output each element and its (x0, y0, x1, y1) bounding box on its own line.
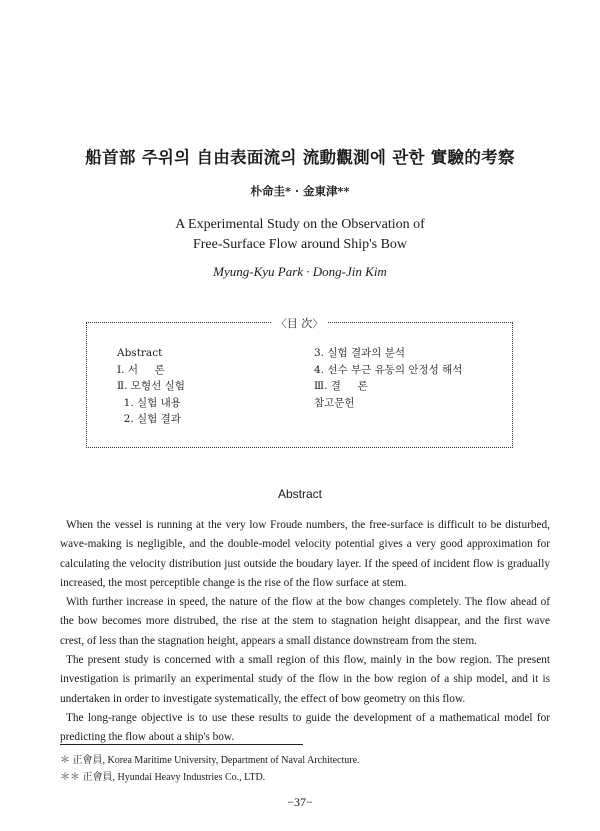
toc-heading: 〈目 次〉 (272, 317, 328, 330)
toc-item: 4. 선수 부근 유동의 안정성 해석 (314, 363, 463, 376)
toc-item: 1. 실험 내용 (117, 396, 181, 409)
abstract-heading: Abstract (277, 487, 322, 501)
toc-left-column (117, 345, 185, 428)
abstract-paragraph: The long-range objective is to use these results to guide the development of a mathematical model for predicting the flow about a ship's bow. (60, 711, 550, 744)
english-authors: Myung-Kyu Park · Dong-Jin Kim (213, 264, 387, 279)
abstract-body (60, 516, 550, 748)
toc-item: 2. 실험 결과 (117, 413, 181, 425)
toc-item: Ⅱ. 모형선 실험 (117, 380, 185, 392)
english-title-line-1: A Experimental Study on the Observation of (175, 217, 425, 232)
footnotes (60, 752, 550, 786)
abstract-paragraph: With further increase in speed, the nature of the flow at the bow changes completely. The flow ahead of the bow becomes more distrubed, the rise at the stem to stagnation height disappear, and the first wave crest, of less than the stagnation height, appears a small distance downstream from the stem. (60, 596, 550, 647)
toc-item: 참고문헌 (314, 396, 355, 409)
toc-item: 3. 실험 결과의 분석 (314, 347, 406, 359)
toc-item: Ⅲ. 결 론 (314, 380, 368, 392)
english-title-line-2: Free-Surface Flow around Ship's Bow (192, 237, 408, 252)
table-of-contents (86, 317, 513, 448)
toc-right-column (314, 345, 462, 411)
toc-item: Abstract (117, 347, 163, 359)
abstract-paragraph: When the vessel is running at the very low Froude numbers, the free-surface is difficult to be disturbed, wave-making is negligible, and the double-model velocity potential gives a very good approximation for calculating the velocity distribution just outside the boudary layer. If the speed of incident flow is gradually increased, the most perceptible change is the rise of the flow surface at stem. (60, 519, 550, 589)
toc-item: Ⅰ. 서 론 (117, 363, 165, 376)
footnote: ＊ 正會員, Korea Maritime University, Department of Naval Architecture. (60, 755, 360, 766)
page-number: −37− (287, 795, 313, 809)
korean-authors: 朴命圭* · 金東津** (250, 184, 350, 198)
korean-title: 船首部 주위의 自由表面流의 流動觀測에 관한 實驗的考察 (85, 148, 515, 167)
footnote: ＊＊ 正會員, Hyundai Heavy Industries Co., LTD. (60, 772, 266, 783)
abstract-paragraph: The present study is concerned with a small region of this flow, mainly in the bow region. The present investigation is primarily an experimental study of the flow in the bow region of a ship model, and it is undertaken in order to investigate systematically, the effect of bow geometry on this flow. (60, 654, 550, 705)
english-title (0, 215, 600, 255)
footnote-divider (60, 744, 303, 745)
